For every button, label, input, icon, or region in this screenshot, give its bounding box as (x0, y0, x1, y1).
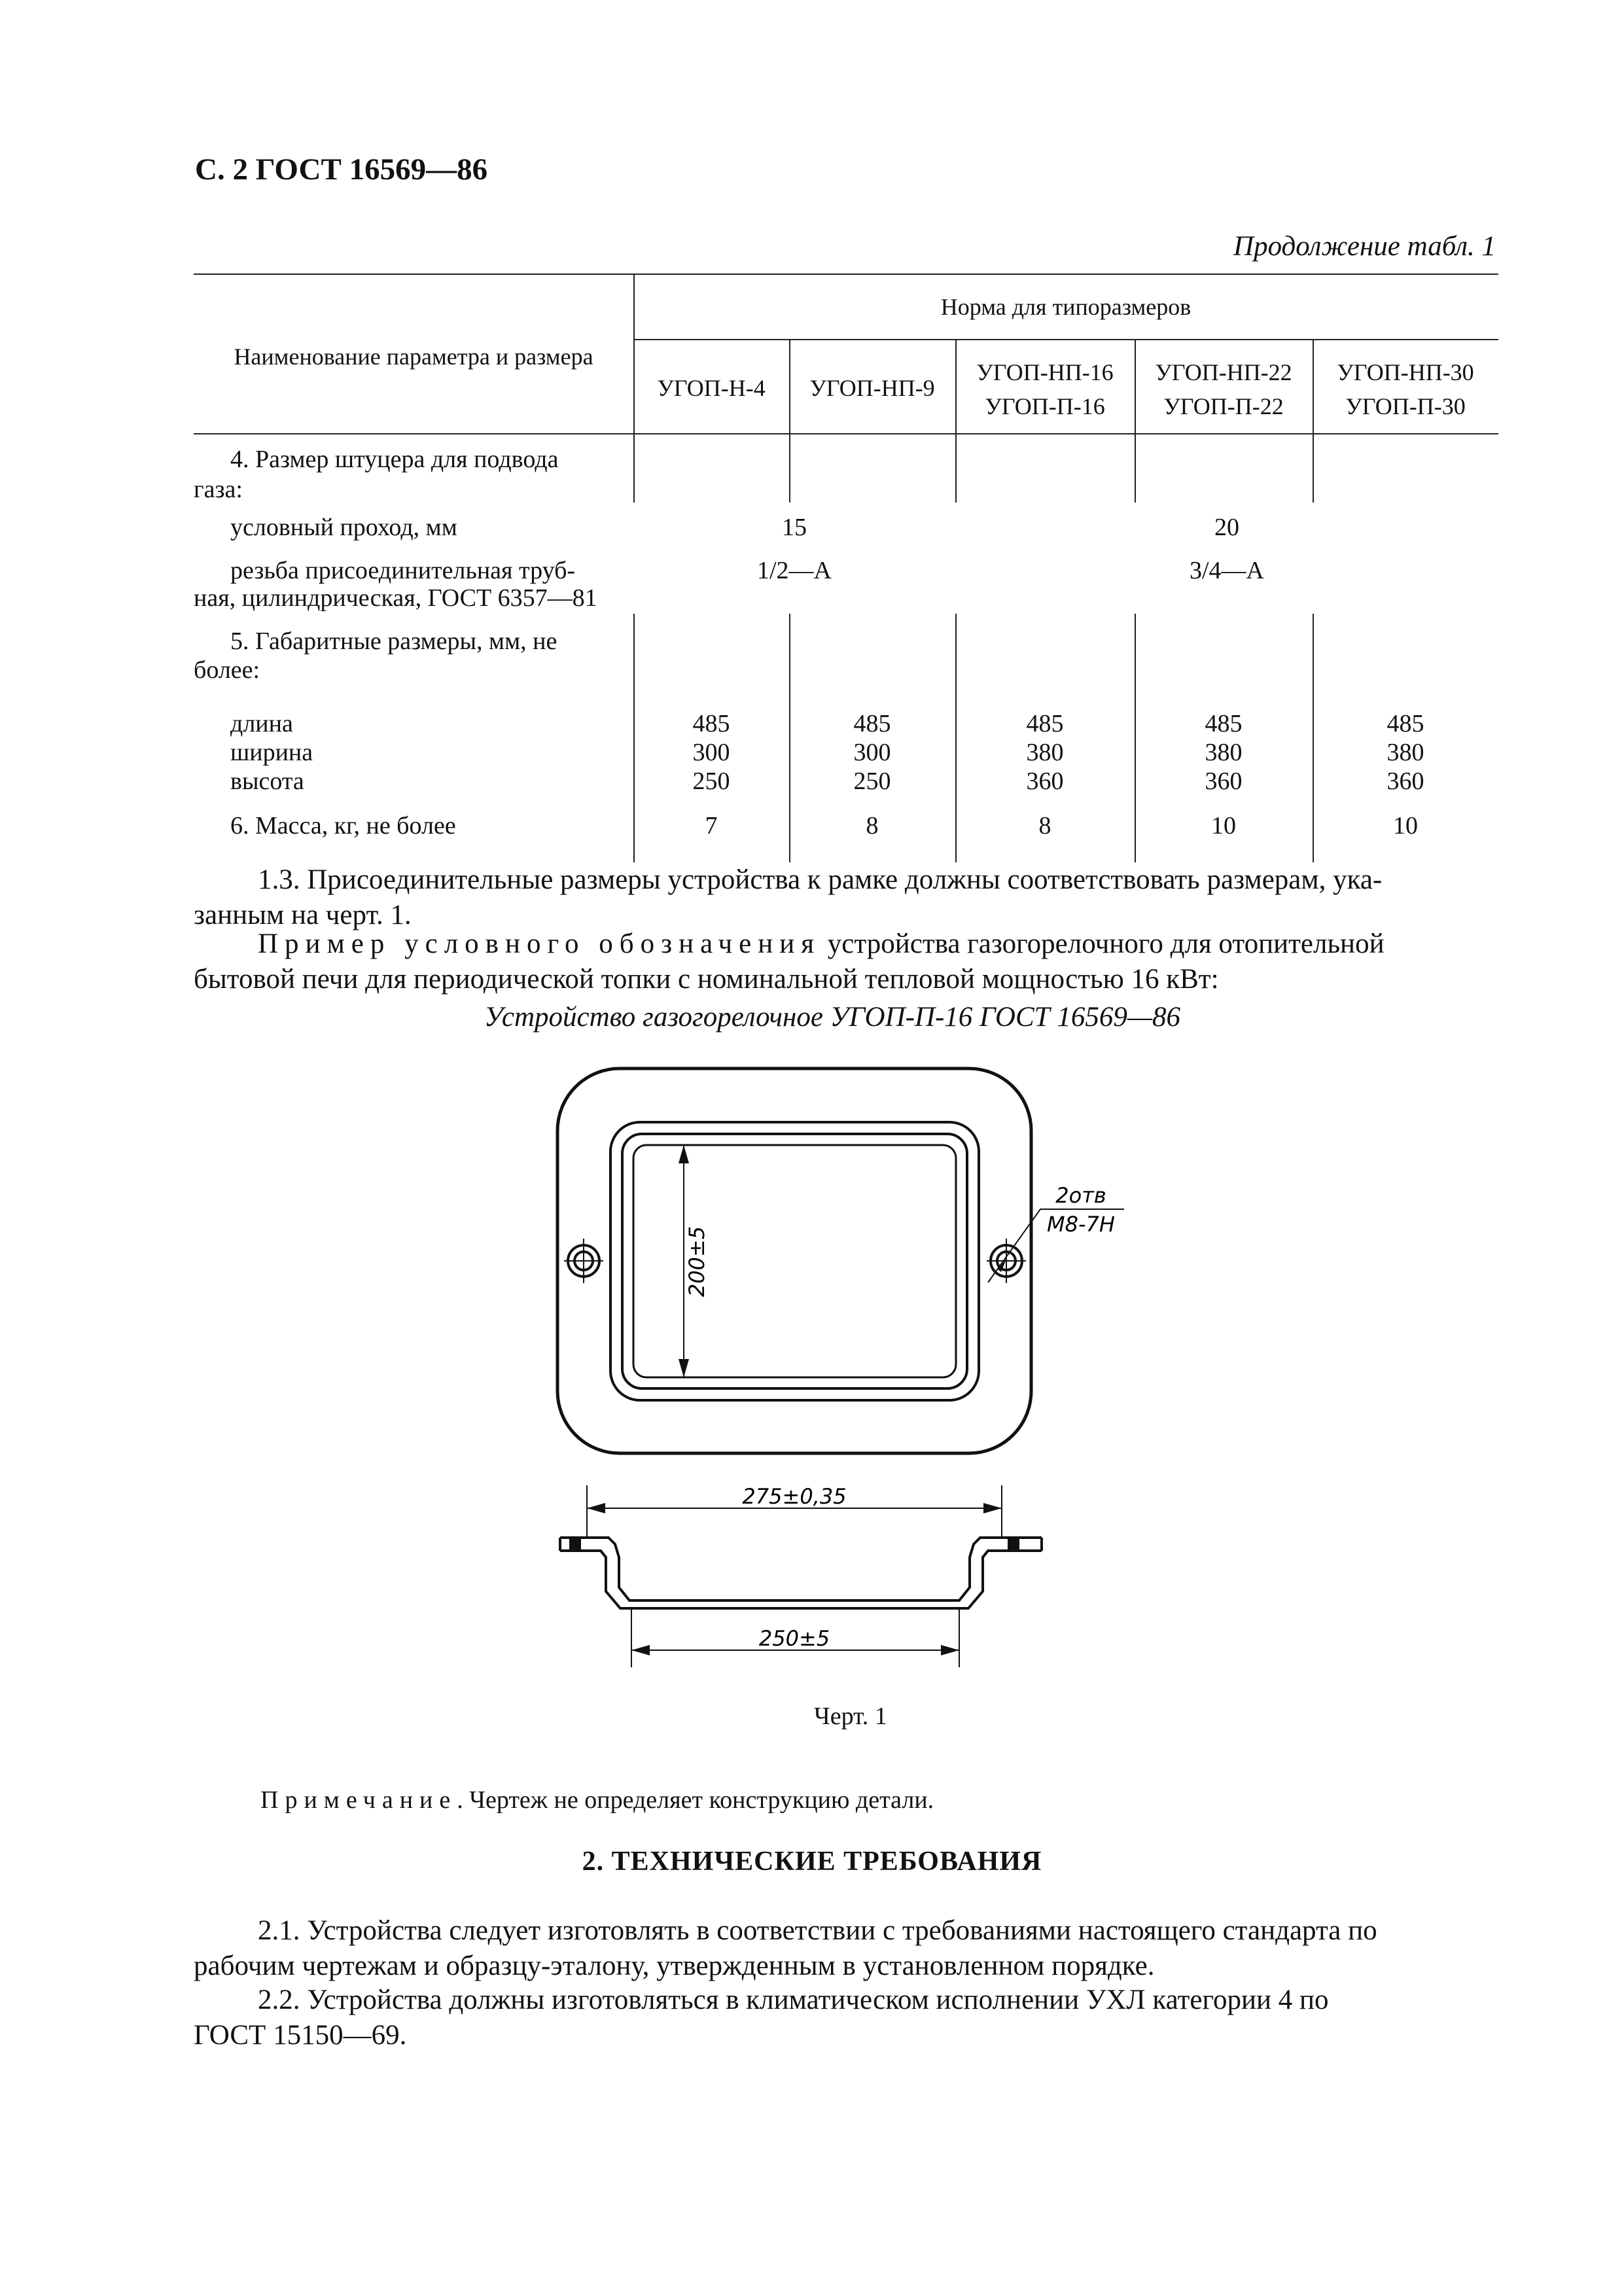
column-header: УГОП-Н-4 (657, 375, 766, 401)
bore-value: 15 (782, 514, 807, 541)
dim-label: длина (230, 710, 293, 737)
param-header: Наименование параметра и размера (234, 344, 593, 370)
dim-outer-label: 275±0,35 (742, 1484, 847, 1509)
dim-label: ширина (230, 739, 313, 766)
column-header: УГОП-П-16 (985, 393, 1105, 419)
mass-value: 7 (705, 812, 718, 839)
dim-value: 485 (1205, 710, 1243, 737)
plate-outer-outline (557, 1069, 1031, 1453)
hole-label-bottom: М8-7Н (1047, 1212, 1115, 1237)
table-continuation-label: Продолжение табл. 1 (1233, 231, 1496, 262)
example-spaced-label: Пример условного обозначения (258, 928, 821, 959)
plate-opening (633, 1145, 956, 1377)
dim-value: 485 (1026, 710, 1064, 737)
dim-label: высота (230, 768, 304, 795)
thread-label: ная, цилиндрическая, ГОСТ 6357—81 (194, 584, 597, 612)
dim-value: 300 (853, 739, 891, 766)
dim-value: 380 (1386, 739, 1424, 766)
row4-label: 4. Размер штуцера для подвода (230, 446, 559, 473)
paragraph-1-3: занным на черт. 1. (194, 900, 412, 930)
example-paragraph: бытовой печи для периодической топки с номинальной тепловой мощностью 16 кВт: (194, 964, 1219, 995)
row4-label: газа: (194, 476, 243, 503)
paragraph-2-2: 2.2. Устройства должны изготовляться в климатическом исполнении УХЛ категории 4 по (258, 1985, 1329, 2015)
note-label: Примечание (260, 1786, 457, 1814)
column-header: УГОП-П-22 (1163, 393, 1284, 419)
thread-value: 1/2—А (757, 557, 832, 584)
drawing-caption: Черт. 1 (814, 1703, 887, 1730)
example-designation: Устройство газогорелочное УГОП-П-16 ГОСТ 16569—86 (484, 1002, 1181, 1033)
dim-value: 250 (853, 768, 891, 795)
dim-value: 360 (1205, 768, 1243, 795)
column-header: УГОП-НП-30 (1337, 359, 1474, 385)
plate-rim-middle (622, 1134, 967, 1388)
row5-label: более: (194, 656, 260, 684)
thread-label: резьба присоединительная труб- (230, 557, 576, 584)
dim-value: 485 (853, 710, 891, 737)
dim-inner-label: 250±5 (758, 1626, 830, 1651)
column-header: УГОП-НП-22 (1155, 359, 1292, 385)
dim-value: 485 (1386, 710, 1424, 737)
section-view (560, 1538, 1042, 1608)
paragraph-2-2: ГОСТ 15150—69. (194, 2020, 407, 2051)
dim-value: 300 (692, 739, 730, 766)
paragraph-1-3: 1.3. Присоединительные размеры устройства к рамке должны соответствовать размерам, ука- (258, 864, 1383, 895)
dim-value: 380 (1026, 739, 1064, 766)
paragraph-2-1: 2.1. Устройства следует изготовлять в соответствии с требованиями настоящего стандарта по (258, 1915, 1377, 1946)
dim-value: 360 (1026, 768, 1064, 795)
note-text: . Чертеж не определяет конструкцию детали. (457, 1786, 934, 1814)
column-header: УГОП-НП-16 (976, 359, 1114, 385)
mass-value: 10 (1211, 812, 1236, 839)
plate-rim-outer (610, 1122, 979, 1400)
dim-value: 250 (692, 768, 730, 795)
row5-label: 5. Габаритные размеры, мм, не (230, 627, 557, 655)
paragraph-2-1: рабочим чертежам и образцу-эталону, утвержденным в установленном порядке. (194, 1951, 1155, 1981)
norm-header: Норма для типоразмеров (940, 294, 1192, 320)
thread-value: 3/4—А (1190, 557, 1264, 584)
column-header: УГОП-НП-9 (809, 375, 935, 401)
bore-value: 20 (1214, 514, 1239, 541)
dim-height-label: 200±5 (684, 1226, 709, 1298)
mass-value: 8 (866, 812, 879, 839)
hole-label-top: 2отв (1055, 1183, 1106, 1208)
mass-value: 10 (1393, 812, 1418, 839)
dim-value: 360 (1386, 768, 1424, 795)
mass-value: 8 (1038, 812, 1051, 839)
dim-value: 380 (1205, 739, 1243, 766)
drawing-note (260, 1782, 934, 1818)
dim-value: 485 (692, 710, 730, 737)
running-head: С. 2 ГОСТ 16569—86 (195, 152, 488, 186)
section-hatching (569, 1538, 1019, 1551)
section-2-title: 2. ТЕХНИЧЕСКИЕ ТРЕБОВАНИЯ (582, 1846, 1042, 1877)
column-header: УГОП-П-30 (1345, 393, 1466, 419)
bore-label: условный проход, мм (230, 514, 457, 541)
mass-label: 6. Масса, кг, не более (230, 812, 456, 839)
example-text: устройства газогорелочного для отопительной (821, 928, 1385, 959)
